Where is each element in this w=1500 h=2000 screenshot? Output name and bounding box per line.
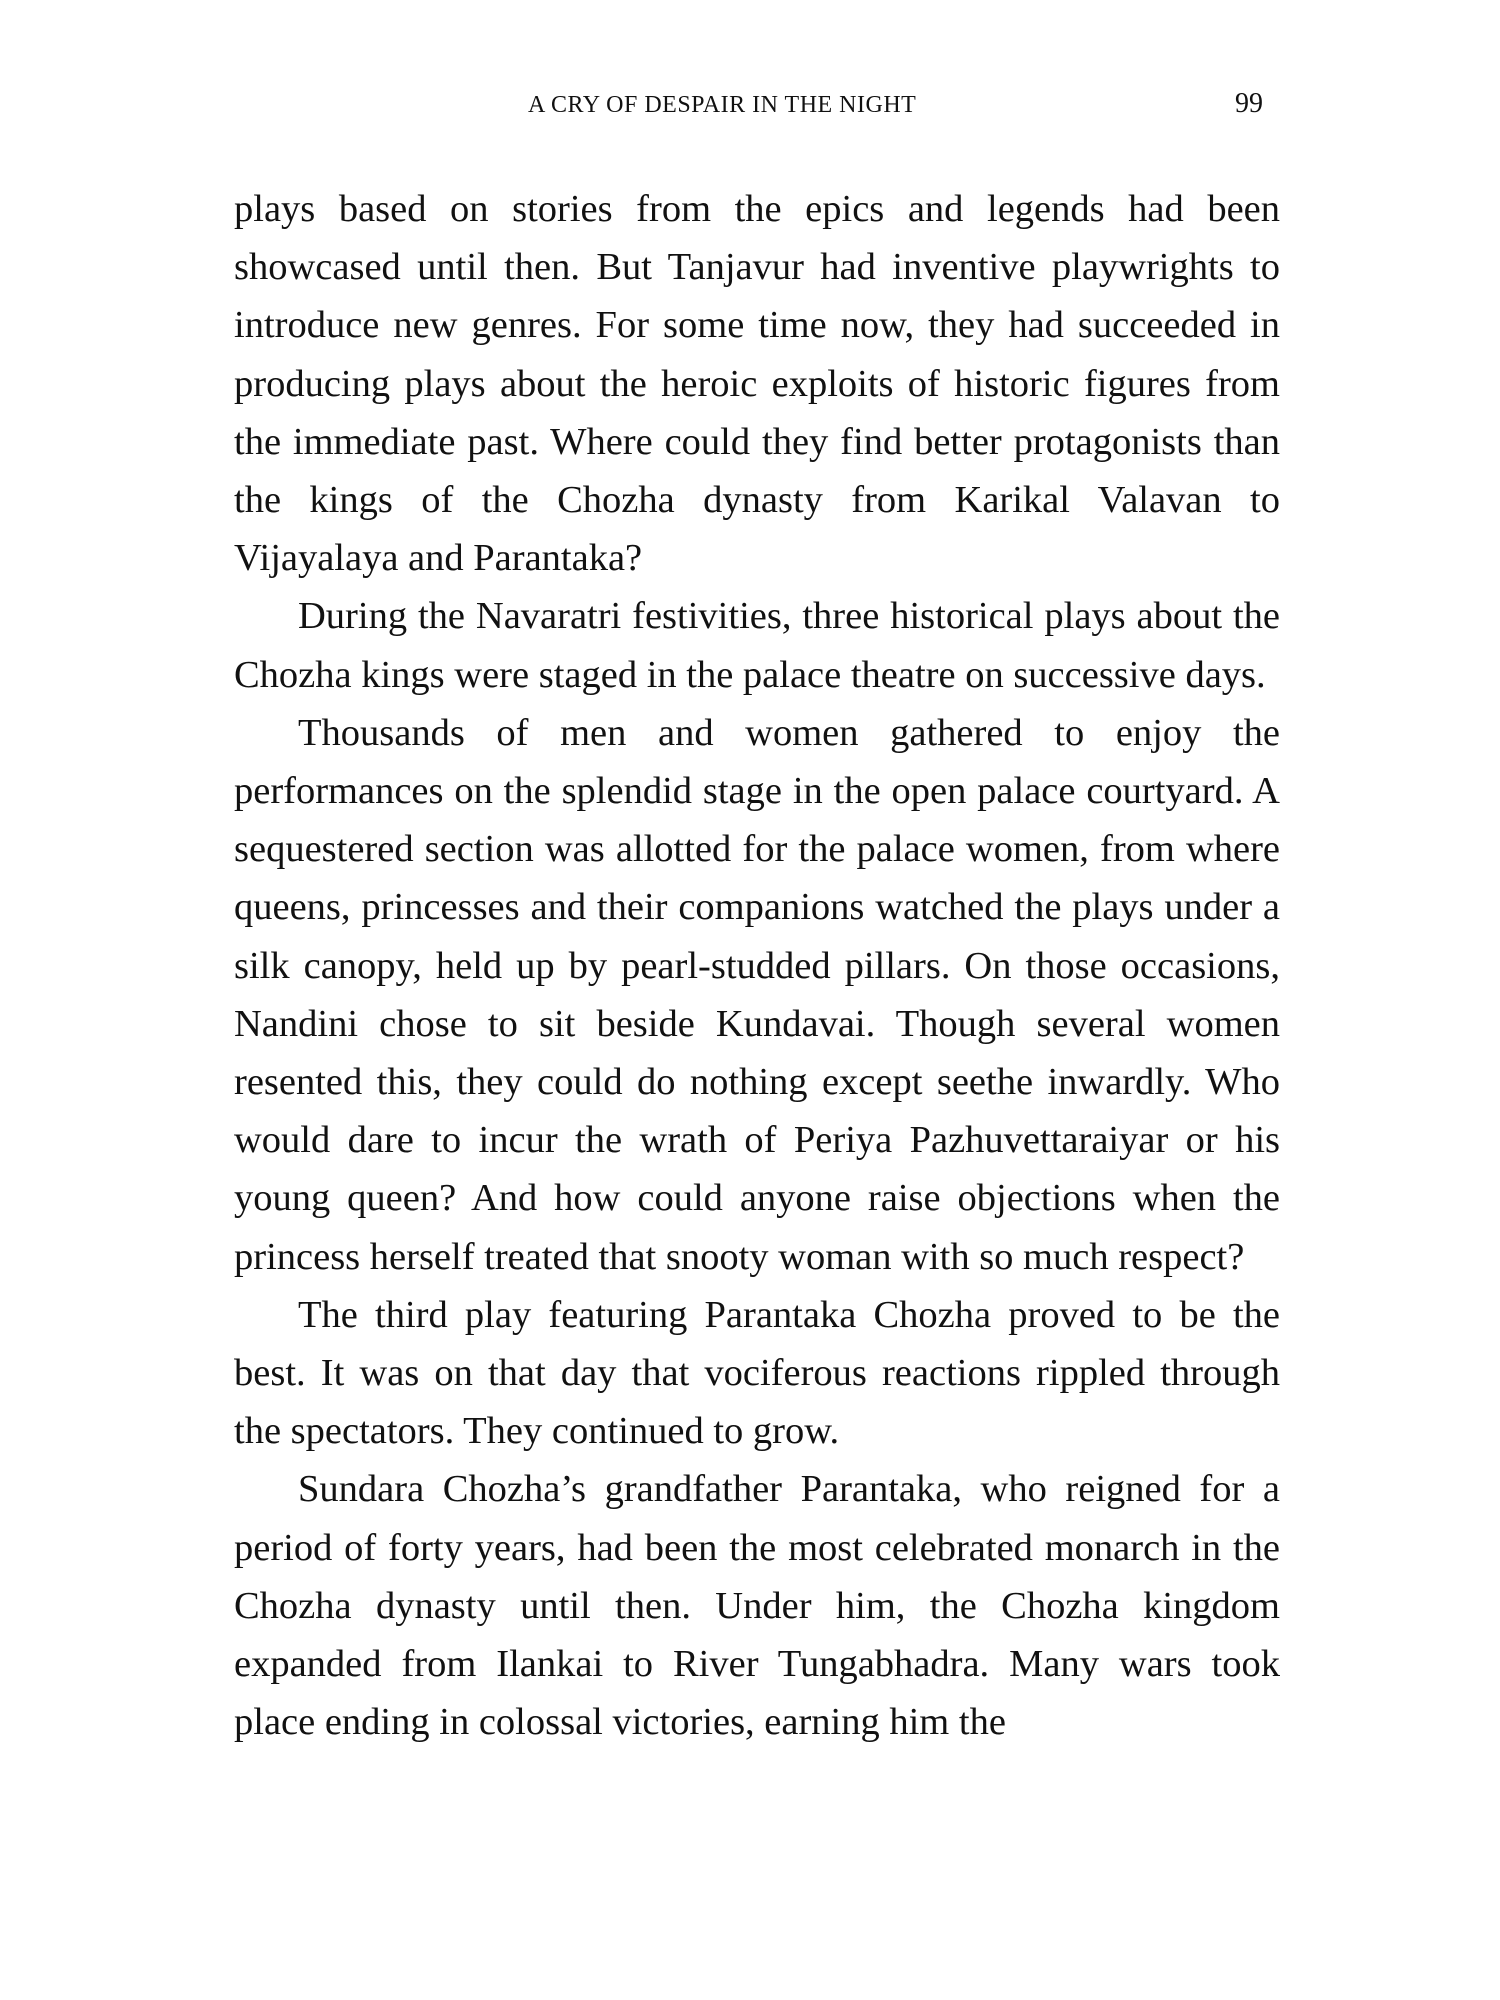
paragraph-5: Sundara Chozha’s grandfather Parantaka, who reigned for a period of forty years, had been the most celebrated monarch in the Chozha dynasty until then. Under him, the Chozha kingdom expanded from Ilankai to River Tungabhadra. Many wars took place ending in colossal victories, earning him the bbox=[234, 1468, 1280, 1744]
paragraph-3: Thousands of men and women gathered to enjoy the performances on the splendid stage in the open palace courtyard. A sequestered section was allotted for the palace women, from where queens, princesses and their companions watched the plays under a silk canopy, held up by pearl-studded pillars. On those occasions, Nandini chose to sit beside Kundavai. Though several women resented this, they could do nothing except seethe inwardly. Who would dare to incur the wrath of Periya Pazhuvettaraiyar or his young queen? And how could anyone raise objections when the princess herself treated that snooty woman with so much respect? bbox=[234, 711, 1280, 1278]
paragraph-2: During the Navaratri festivities, three historical plays about the Chozha kings were staged in the palace theatre on successive days. bbox=[234, 595, 1280, 696]
paragraph-1: plays based on stories from the epics and legends had been showcased until then. But Tanjavur had inventive playwrights to introduce new genres. For some time now, they had succeeded in producing plays about the heroic exploits of historic figures from the immediate past. Where could they find better protagonists than the kings of the Chozha dynasty from Karikal Valavan to Vijayalaya and Parantaka? bbox=[234, 188, 1280, 580]
body-text bbox=[234, 180, 1280, 1751]
running-header bbox=[0, 88, 1500, 128]
chapter-title: A CRY OF DESPAIR IN THE NIGHT bbox=[528, 92, 917, 118]
paragraph-4: The third play featuring Parantaka Chozha proved to be the best. It was on that day that vociferous reactions rippled through the spectators. They continued to grow. bbox=[234, 1293, 1280, 1453]
page-number: 99 bbox=[1235, 88, 1263, 119]
